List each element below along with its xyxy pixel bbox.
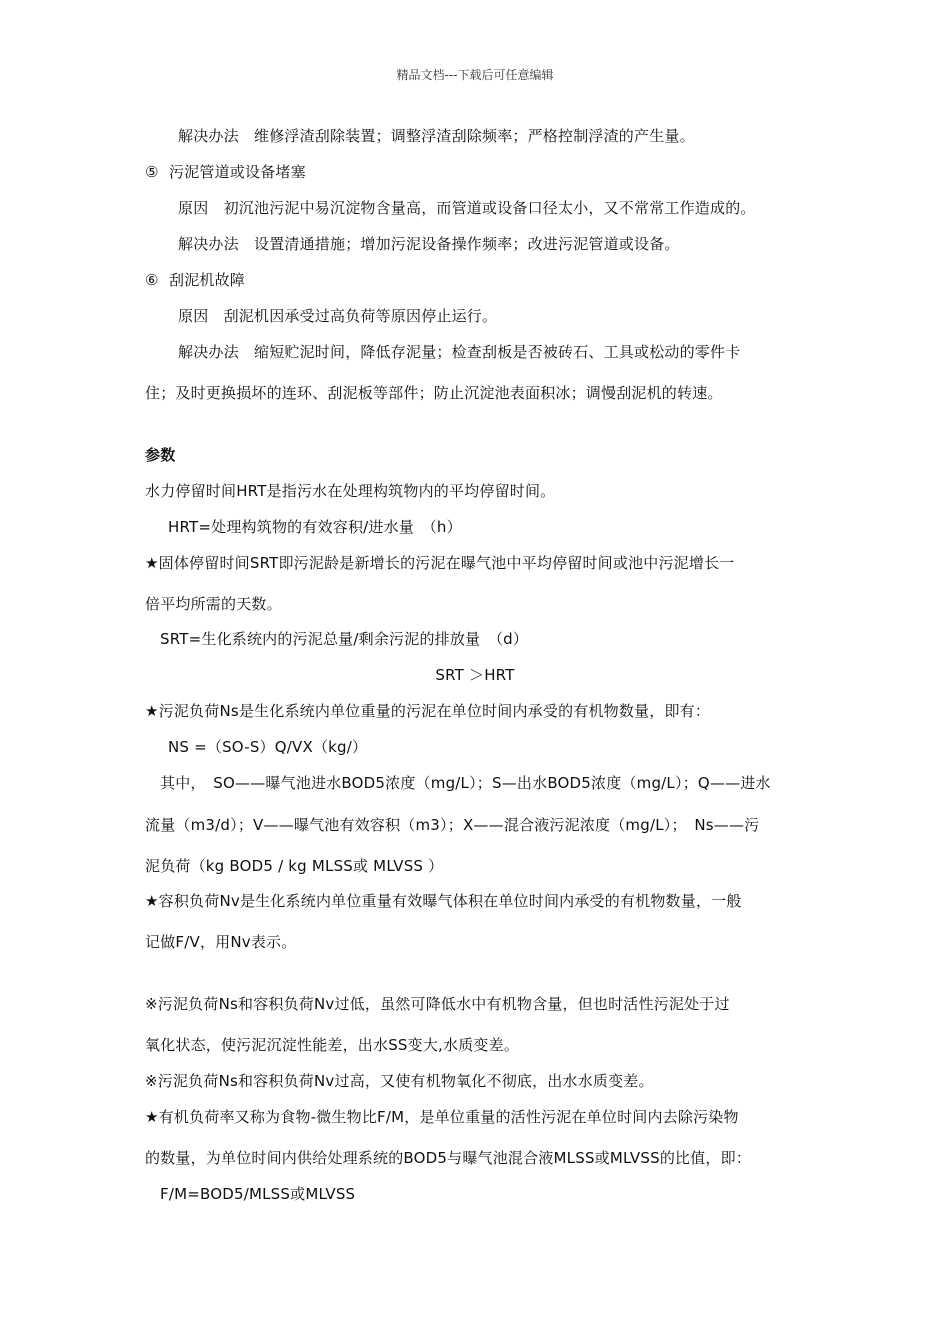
text-line: ★有机负荷率又称为食物-微生物比F/M，是单位重量的活性污泥在单位时间内去除污染物 xyxy=(145,1108,739,1126)
text-line: ★固体停留时间SRT即污泥龄是新增长的污泥在曝气池中平均停留时间或池中污泥增长一 xyxy=(145,554,735,572)
text-line: 流量（m3/d）；V——曝气池有效容积（m3）；X——混合液污泥浓度（mg/L）； Ns——污 xyxy=(145,816,760,834)
text-line: ★污泥负荷Ns是生化系统内单位重量的污泥在单位时间内承受的有机物数量，即有： xyxy=(145,702,711,720)
page-header: 精品文档---下载后可任意编辑 xyxy=(396,68,554,82)
heading-text: 污泥管道或设备堵塞 xyxy=(169,163,306,181)
text-line: ★容积负荷Nv是生化系统内单位重量有效曝气体积在单位时间内承受的有机物数量，一般 xyxy=(145,892,742,910)
formula-line: SRT=生化系统内的污泥总量/剩余污泥的排放量 （d） xyxy=(160,630,529,648)
formula-line: NS =（SO-S）Q/VX（kg/） xyxy=(168,738,368,756)
text-line: 原因 初沉池污泥中易沉淀物含量高，而管道或设备口径太小，又不常常工作造成的。 xyxy=(178,199,756,217)
section-heading xyxy=(145,162,306,182)
heading-text: 刮泥机故障 xyxy=(169,271,246,289)
text-line: 原因 刮泥机因承受过高负荷等原因停止运行。 xyxy=(178,307,498,325)
formula-line: SRT ＞HRT xyxy=(435,666,515,684)
text-line: 水力停留时间HRT是指污水在处理构筑物内的平均停留时间。 xyxy=(145,482,556,500)
text-line: 解决办法 设置清通措施；增加污泥设备操作频率；改进污泥管道或设备。 xyxy=(178,235,680,253)
note-line: 氧化状态，使污泥沉淀性能差，出水SS变大,水质变差。 xyxy=(145,1036,520,1054)
text-line: 其中， SO——曝气池进水BOD5浓度（mg/L）；S—出水BOD5浓度（mg/L）；Q——进水 xyxy=(160,774,771,792)
text-line: 解决办法 缩短贮泥时间，降低存泥量；检查刮板是否被砖石、工具或松动的零件卡 xyxy=(178,343,741,361)
text-line: 住；及时更换损坏的连环、刮泥板等部件；防止沉淀池表面积冰；调慢刮泥机的转速。 xyxy=(145,384,723,402)
text-line: 的数量，为单位时间内供给处理系统的BOD5与曝气池混合液MLSS或MLVSS的比值，即： xyxy=(145,1149,752,1167)
text-line: 解决办法 维修浮渣刮除装置；调整浮渣刮除频率；严格控制浮渣的产生量。 xyxy=(178,127,695,145)
note-line: ※污泥负荷Ns和容积负荷Nv过高，又使有机物氧化不彻底，出水水质变差。 xyxy=(145,1072,654,1090)
note-line: ※污泥负荷Ns和容积负荷Nv过低，虽然可降低水中有机物含量，但也时活性污泥处于过 xyxy=(145,995,730,1013)
text-line: 记做F/V，用Nv表示。 xyxy=(145,933,297,951)
circled-number-6: ⑥ xyxy=(145,271,159,289)
text-line: 倍平均所需的天数。 xyxy=(145,595,282,613)
formula-line: HRT=处理构筑物的有效容积/进水量 （h） xyxy=(168,518,462,536)
text-line: 泥负荷（kg BOD5 / kg MLSS或 MLVSS ） xyxy=(145,857,444,875)
circled-number-5: ⑤ xyxy=(145,163,159,181)
formula-line: F/M=BOD5/MLSS或MLVSS xyxy=(160,1185,356,1203)
section-title: 参数 xyxy=(145,446,176,464)
section-heading xyxy=(145,270,245,290)
